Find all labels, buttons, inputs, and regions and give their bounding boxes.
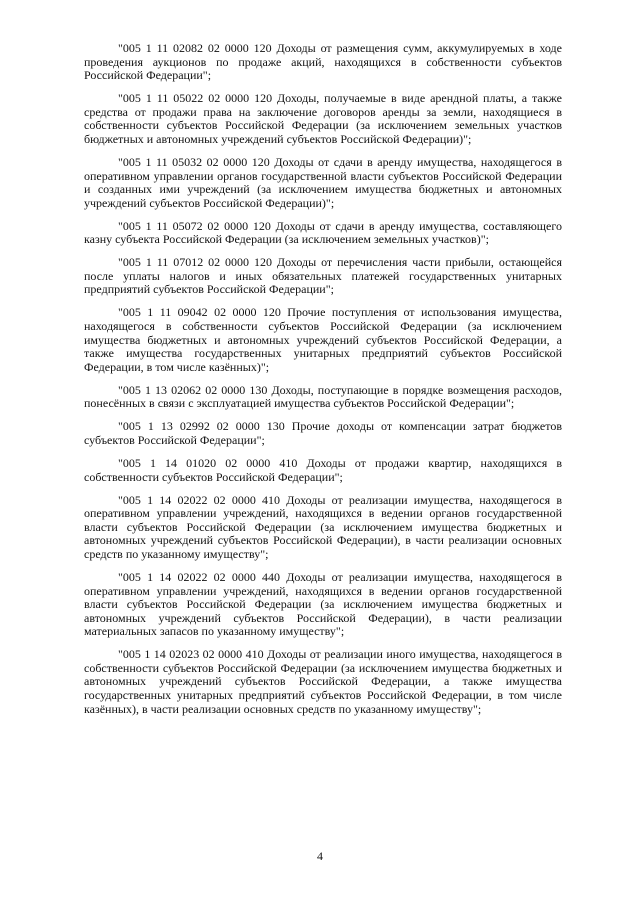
paragraph: "005 1 13 02992 02 0000 130 Прочие доходы от компенсации затрат бюджетов субъектов Российской Федерации"; <box>84 419 562 447</box>
paragraph: "005 1 11 02082 02 0000 120 Доходы от размещения сумм, аккумулируемых в ходе проведения аукционов по продаже акций, находящихся в собственности субъектов Российской Федерации"; <box>84 41 562 83</box>
paragraph: "005 1 11 09042 02 0000 120 Прочие поступления от использования имущества, находящегося в собственности субъектов Российской Федерации (за исключением имущества бюджетных и автономных учреждений субъектов Российской Федерации, а также имущества государственных унитарных предприятий субъектов Российской Федерации, в том числе казённых)"; <box>84 305 562 374</box>
paragraph: "005 1 14 02022 02 0000 440 Доходы от реализации имущества, находящегося в оперативном управлении учреждений, находящихся в ведении органов государственной власти субъектов Российской Федерации (за исключением имущества бюджетных и автономных учреждений субъектов Российской Федерации), в части реализации материальных запасов по указанному имуществу"; <box>84 569 562 639</box>
paragraph: "005 1 11 05022 02 0000 120 Доходы, получаемые в виде арендной платы, а также средства от продажи права на заключение договоров аренды за земли, находящиеся в собственности субъектов Российской Федерации (за исключением земельных участков бюджетных и автономных учреждений субъектов Российской Федерации)"; <box>84 91 562 146</box>
paragraph: "005 1 13 02062 02 0000 130 Доходы, поступающие в порядке возмещения расходов, понесённых в связи с эксплуатацией имущества субъектов Российской Федерации"; <box>84 382 562 411</box>
document-body <box>84 42 562 726</box>
paragraph: "005 1 14 02022 02 0000 410 Доходы от реализации имущества, находящегося в оперативном управлении учреждений, находящихся в ведении органов государственной власти субъектов Российской Федерации (за исключением имущества бюджетных и автономных учреждений субъектов Российской Федерации), в части реализации основных средств по указанному имуществу"; <box>84 492 562 561</box>
paragraph: "005 1 14 02023 02 0000 410 Доходы от реализации иного имущества, находящегося в собственности субъектов Российской Федерации (за исключением имущества бюджетных и автономных учреждений субъектов Российской Федерации, а также имущества государственных унитарных предприятий субъектов Российской Федерации, в том числе казённых), в части реализации основных средств по указанному имуществу"; <box>84 647 562 716</box>
paragraph: "005 1 11 05032 02 0000 120 Доходы от сдачи в аренду имущества, находящегося в оперативном управлении органов государственной власти субъектов Российской Федерации и созданных ими учреждений (за исключением имущества бюджетных и автономных учреждений субъектов Российской Федерации)"; <box>84 154 562 210</box>
paragraph: "005 1 14 01020 02 0000 410 Доходы от продажи квартир, находящихся в собственности субъектов Российской Федерации"; <box>84 455 562 484</box>
paragraph: "005 1 11 07012 02 0000 120 Доходы от перечисления части прибыли, остающейся после уплаты налогов и иных обязательных платежей государственных унитарных предприятий субъектов Российской Федерации"; <box>84 255 562 297</box>
paragraph: "005 1 11 05072 02 0000 120 Доходы от сдачи в аренду имущества, составляющего казну субъекта Российской Федерации (за исключением земельных участков)"; <box>84 218 562 247</box>
page-number: 4 <box>317 849 323 863</box>
